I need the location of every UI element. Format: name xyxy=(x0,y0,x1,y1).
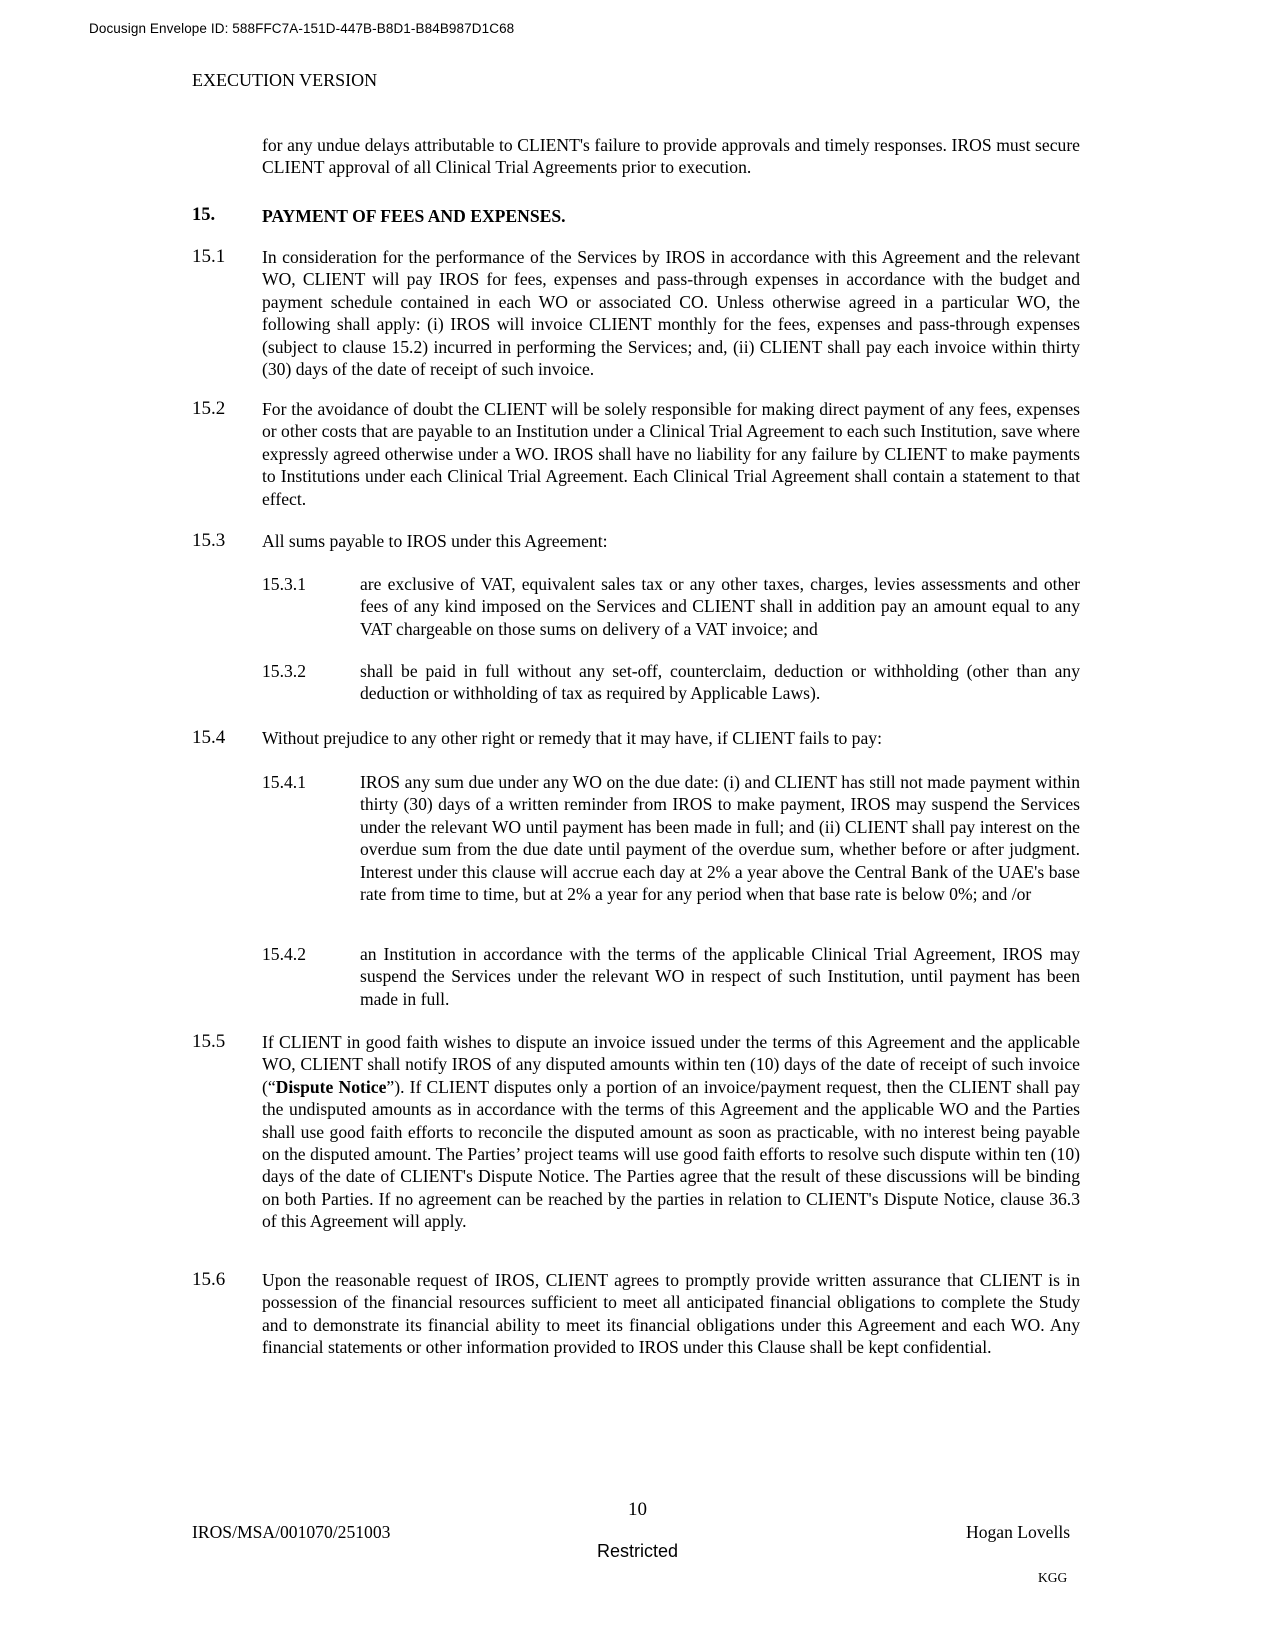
subclause-number: 15.4.2 xyxy=(262,944,306,964)
execution-version-header: EXECUTION VERSION xyxy=(192,70,378,90)
clause-number: 15.1 xyxy=(192,246,226,267)
clause-15-4-2 xyxy=(262,943,1080,1010)
clause-15-3 xyxy=(192,530,1080,552)
continuation-text: for any undue delays attributable to CLIENT's failure to provide approvals and timely responses. IROS must secure CLIENT approval of all Clinical Trial Agreements prior to execution. xyxy=(262,135,1080,178)
clause-15-4-1 xyxy=(262,771,1080,905)
clause-number: 15.6 xyxy=(192,1269,226,1290)
docusign-envelope-id: Docusign Envelope ID: 588FFC7A-151D-447B-B8D1-B84B987D1C68 xyxy=(89,21,515,36)
clause-text: For the avoidance of doubt the CLIENT will be solely responsible for making direct payment of any fees, expenses or other costs that are payable to an Institution under a Clinical Trial Agreement to each such Institution, save where expressly agreed otherwise under a WO. IROS shall have no liability for any failure by CLIENT to make payments to Institutions under each Clinical Trial Agreement. Each Clinical Trial Agreement shall contain a statement to that effect. xyxy=(262,399,1080,509)
section-title: PAYMENT OF FEES AND EXPENSES. xyxy=(262,206,566,226)
clause-text-part: If CLIENT in good faith wishes to dispute an invoice issued under the terms of this Agreement and the applicable WO, CLIENT shall notify IROS of any disputed amounts within ten (10) days of the date of receipt of such invoice (“ xyxy=(262,1032,1080,1097)
subclause-number: 15.3.1 xyxy=(262,574,306,594)
clause-number: 15.2 xyxy=(192,398,226,419)
clause-text: Without prejudice to any other right or remedy that it may have, if CLIENT fails to pay: xyxy=(262,728,882,748)
subclause-text: are exclusive of VAT, equivalent sales tax or any other taxes, charges, levies assessments and other fees of any kind imposed on the Services and CLIENT shall in addition pay an amount equal to any VAT chargeable on those sums on delivery of a VAT invoice; and xyxy=(360,574,1080,639)
subclause-text: an Institution in accordance with the terms of the applicable Clinical Trial Agreement, IROS may suspend the Services under the relevant WO in respect of such Institution, until payment has been made in full. xyxy=(360,944,1080,1009)
clause-text: Upon the reasonable request of IROS, CLIENT agrees to promptly provide written assurance that CLIENT is in possession of the financial resources sufficient to meet all anticipated financial obligations to complete the Study and to demonstrate its financial ability to meet its financial obligations under this Agreement and each WO. Any financial statements or other information provided to IROS under this Clause shall be kept confidential. xyxy=(262,1270,1080,1358)
clause-15-4 xyxy=(192,727,1080,749)
subclause-number: 15.3.2 xyxy=(262,661,306,681)
subclause-number: 15.4.1 xyxy=(262,772,306,792)
classification-label: Restricted xyxy=(596,1541,679,1561)
document-reference: IROS/MSA/001070/251003 xyxy=(192,1522,391,1542)
clause-15-1 xyxy=(192,246,1080,380)
initials: KGG xyxy=(1038,1570,1068,1585)
clause-15-3-2 xyxy=(262,660,1080,705)
subclause-text: IROS any sum due under any WO on the due date: (i) and CLIENT has still not made payment within thirty (30) days of a written reminder from IROS to make payment, IROS may suspend the Services under the relevant WO until payment has been made in full; and (ii) CLIENT shall pay interest on the overdue sum from the due date until payment of the overdue sum, whether before or after judgment. Interest under this clause will accrue each day at 2% a year above the Central Bank of the UAE's base rate from time to time, but at 2% a year for any period when that base rate is below 0%; and /or xyxy=(360,772,1080,905)
clause-text: All sums payable to IROS under this Agreement: xyxy=(262,531,608,551)
clause-15-2 xyxy=(192,398,1080,510)
clause-number: 15.4 xyxy=(192,727,226,748)
clause-text xyxy=(262,1031,1080,1233)
defined-term-dispute-notice: Dispute Notice xyxy=(275,1076,387,1097)
clause-15-3-1 xyxy=(262,573,1080,640)
clause-text: In consideration for the performance of the Services by IROS in accordance with this Agreement and the relevant WO, CLIENT will pay IROS for fees, expenses and pass-through expenses in accordance with the budget and payment schedule contained in each WO or associated CO. Unless otherwise agreed in a particular WO, the following shall apply: (i) IROS will invoice CLIENT monthly for the fees, expenses and pass-through expenses (subject to clause 15.2) incurred in performing the Services; and, (ii) CLIENT shall pay each invoice within thirty (30) days of the date of receipt of such invoice. xyxy=(262,247,1080,380)
clause-number: 15.5 xyxy=(192,1031,226,1052)
subclause-text: shall be paid in full without any set-off, counterclaim, deduction or withholding (other than any deduction or withholding of tax as required by Applicable Laws). xyxy=(360,661,1080,704)
clause-15-6 xyxy=(192,1269,1080,1359)
clause-15-5 xyxy=(192,1031,1080,1233)
page-number: 10 xyxy=(628,1499,647,1520)
continuation-paragraph xyxy=(192,134,1080,179)
law-firm-name: Hogan Lovells xyxy=(966,1522,1071,1542)
clause-number: 15.3 xyxy=(192,530,226,551)
section-number: 15. xyxy=(192,205,216,225)
clause-text-part: ”). If CLIENT disputes only a portion of an invoice/payment request, then the CLIENT shall pay the undisputed amounts as in accordance with the terms of this Agreement and the applicable WO and the Parties shall use good faith efforts to reconcile the disputed amount as soon as practicable, with no interest being payable on the disputed amount. The Parties’ project teams will use good faith efforts to resolve such dispute within ten (10) days of the date of CLIENT's Dispute Notice. The Parties agree that the result of these discussions will be binding on both Parties. If no agreement can be reached by the parties in relation to CLIENT's Dispute Notice, clause 36.3 of this Agreement will apply. xyxy=(262,1076,1081,1232)
